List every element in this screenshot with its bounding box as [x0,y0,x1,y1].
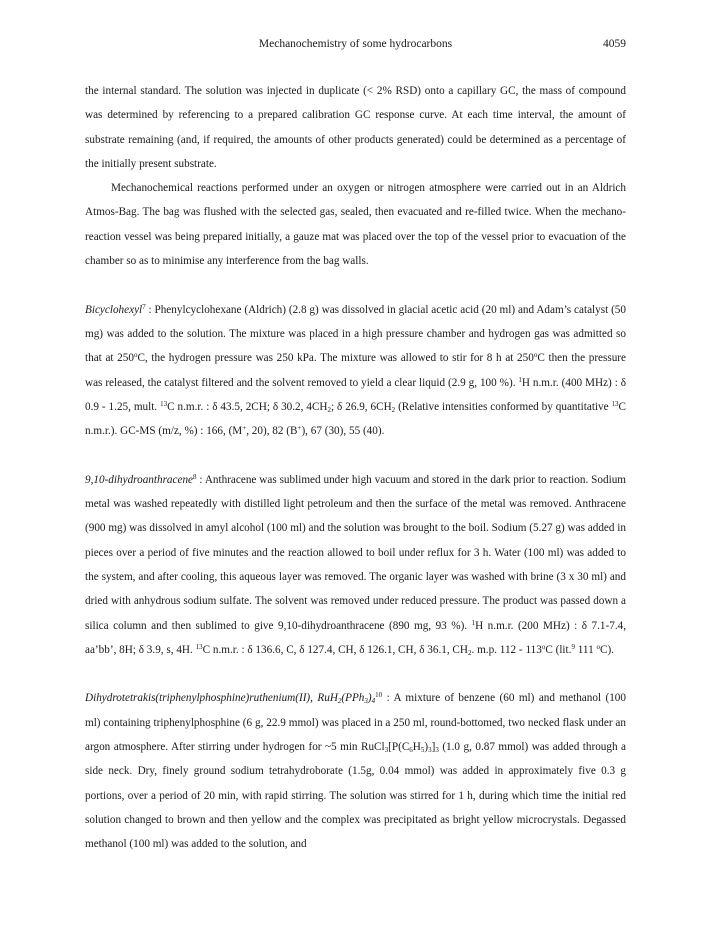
body-text: , 20), 82 (B [246,425,298,438]
compound-name-text: (PPh [341,692,365,705]
body-text: : Phenylcyclohexane (Aldrich) (2.8 g) was dissolved in glacial acetic acid (20 ml) and Adam’s catalyst (50 mg) was added to the solution. The mixture was placed in a high pressure chamber and hydrogen gas was admitted so that at 250 [85,303,626,365]
degree-mark: o [533,351,538,360]
paragraph-atmosphere: Mechanochemical reactions performed under an oxygen or nitrogen atmosphere were carried out in an Aldrich Atmos-Bag. The bag was flushed with the selected gas, sealed, then evacuated and re-filled twice. When the mechano-reaction vessel was being prepared initially, a gauze mat was placed over the top of the vessel prior to evacuation of the chamber so as to minimise any interference from the bag walls. [85,182,626,268]
body-text: ] [431,741,436,754]
body-text: C n.m.r. : δ 43.5, 2CH; δ 30.2, 4CH [167,400,328,413]
subscript: 2 [467,648,472,657]
isotope-mark: 13 [195,642,203,651]
subscript: 2 [391,405,396,414]
reference-marker: 10 [375,691,383,700]
subscript: 3 [428,746,432,755]
body-text: [P(C [388,741,410,754]
body-text: C (lit. [545,643,572,656]
body-text: ; δ 26.9, 6CH [331,400,392,413]
body-text: (1.0 g, 0.87 mmol) was added through a side neck. Dry, finely ground sodium tetrahydroborate (1.5g, 0.04 mmol) was added in approximately five 0.3 g portions, over a period of 20 min, with rapid stirring. The solution was stirred for 1 h, during which time the initial red solution changed to brown and then yellow and the complex was precipitated as bright yellow microcrystals. Degassed methanol (100 ml) was added to the solution, and [85,741,627,851]
compound-name-text: Dihydrotetrakis(triphenylphosphine)ruthenium(II), RuH [85,692,338,705]
subscript: 4 [371,697,376,706]
isotope-mark: 1 [518,375,522,384]
article-body [85,79,626,857]
subscript: 2 [337,697,342,706]
isotope-mark: 13 [611,399,619,408]
subscript: 3 [435,746,439,755]
paragraph-bicyclohexyl [85,298,626,444]
running-title: Mechanochemistry of some hydrocarbons [258,38,453,50]
body-text: : Anthracene was sublimed under high vacuum and stored in the dark prior to reaction. Sodium metal was washed repeatedly with distilled light petroleum and then the surface of the metal was removed. Anthracene (900 mg) was dissolved in amyl alcohol (100 ml) and the solution was brought to the boil. Sodium (5.27 g) was added in pieces over a period of five minutes and the reaction allowed to boil under reflux for 3 h. Water (100 ml) was added to the system, and after cooling, this aqueous layer was removed. The organic layer was washed with brine (3 x 30 ml) and dried with anhydrous sodium sulfate. The solvent was removed under reduced pressure. The product was passed down a silica column and then sublimed to give 9,10-dihydroanthracene (890 mg, 93 %). [85,473,626,632]
compound-name-text: ) [367,692,372,705]
body-text: C n.m.r. : δ 136.6, C, δ 127.4, CH, δ 126.1, CH, δ 36.1, CH [202,643,468,656]
body-text: . m.p. 112 - 113 [471,643,542,656]
body-text: H n.m.r. (400 MHz) : δ 0.9 - 1.25, mult. [85,376,626,413]
reference-marker: 7 [142,302,146,311]
subscript: 5 [420,746,425,755]
body-text: : A mixture of benzene (60 ml) and methanol (100 ml) containing triphenylphosphine (6 g, 22.9 mmol) was placed in a 250 ml, round-bottomed, two necked flask under an argon atmosphere. After stirring under hydrogen for ~5 min RuCl [85,692,626,754]
body-text: H n.m.r. (200 MHz) : δ 7.1-7.4, aa’bb’, 8H; δ 3.9, s, 4H. [85,619,627,656]
charge-mark: + [297,424,302,433]
body-text: C then the pressure was released, the catalyst filtered and the solvent removed to yield a clear liquid (2.9 g, 100 %). [85,352,626,389]
body-text: H [412,741,421,754]
body-text: ), 67 (30), 55 (40). [301,425,385,438]
reference-marker: 8 [193,472,197,481]
isotope-mark: 13 [160,399,168,408]
reference-marker: 9 [571,642,575,651]
compound-name-ruthenium [85,692,375,704]
paragraph-dihydroanthracene [85,468,626,662]
body-text: (Relative intensities conformed by quantitative [395,400,612,413]
subscript: 2 [327,405,331,414]
body-text: 111 [574,643,597,656]
compound-name-bicyclohexyl: Bicyclohexyl [85,303,143,316]
running-header [85,38,626,56]
degree-mark: o [133,351,138,360]
body-text: C). [599,643,614,656]
degree-mark: o [596,642,600,651]
body-text: ) [424,741,429,754]
compound-name-dihydroanthracene: 9,10-dihydroanthracene [85,473,194,486]
subscript: 3 [384,746,389,755]
page-number: 4059 [603,38,626,50]
body-text: C n.m.r.). GC-MS (m/z, %) : 166, (M [85,400,626,438]
isotope-mark: 1 [471,618,476,627]
paragraph-internal-standard: the internal standard. The solution was injected in duplicate (< 2% RSD) onto a capillary GC, the mass of compound was determined by referencing to a prepared calibration GC response curve. At each time interval, the amount of substrate remaining (and, if required, the amounts of other products generated) could be determined as a percentage of the initially present substrate. [85,85,626,170]
body-text: C, the hydrogen pressure was 250 kPa. The mixture was allowed to stir for 8 h at 250 [137,352,534,365]
degree-mark: o [541,642,546,651]
charge-mark: + [242,424,247,433]
subscript: 3 [364,697,368,706]
paragraph-ruthenium-complex [85,686,626,856]
subscript: 6 [409,746,413,755]
